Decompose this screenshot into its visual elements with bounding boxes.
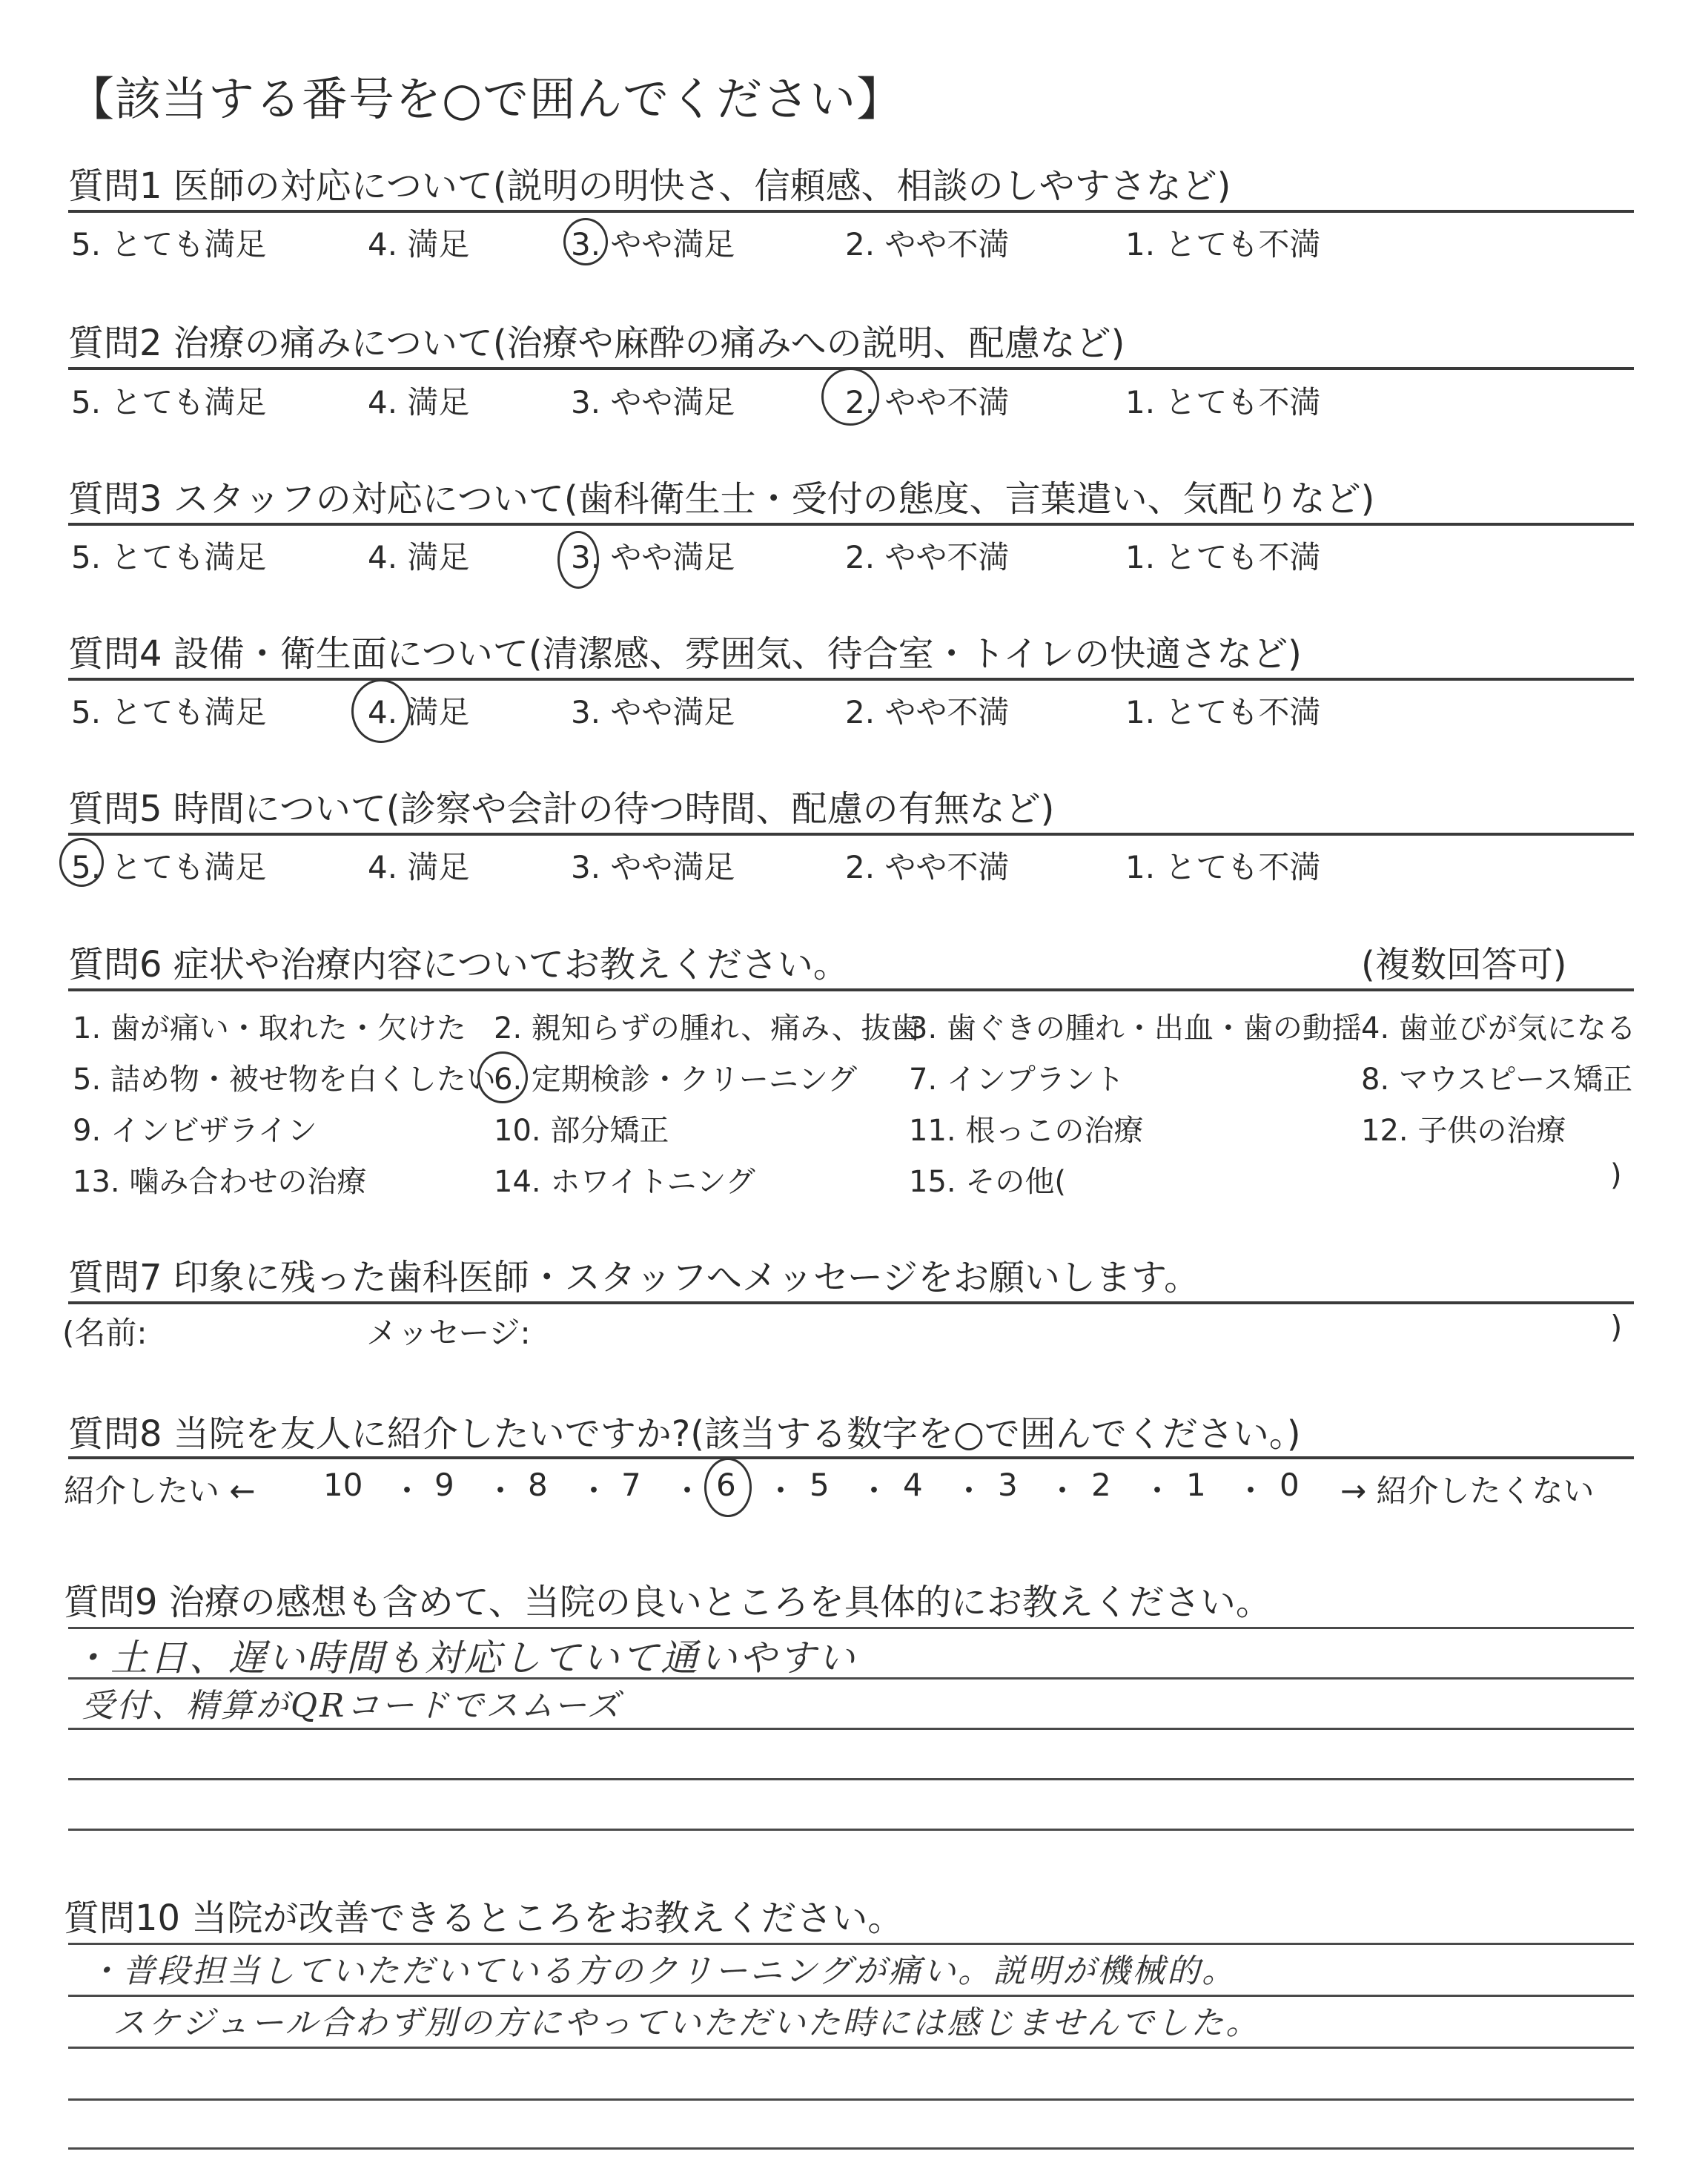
q8-scale-8[interactable]: 8 (528, 1467, 548, 1503)
q1-option-2[interactable]: 2. やや不満 (845, 226, 1010, 262)
q2-option-1[interactable]: 1. とても不満 (1125, 384, 1321, 420)
q8-left-label: 紹介したい ← (64, 1473, 256, 1509)
q10-answer-line (68, 2047, 1634, 2049)
q1-selected-circle (563, 218, 608, 265)
q2-option-3[interactable]: 3. やや満足 (571, 384, 735, 420)
question-3-heading: 質問3 スタッフの対応について(歯科衛生士・受付の態度、言葉遣い、気配りなど) (68, 478, 1375, 520)
q7-message-field[interactable] (556, 1307, 1594, 1344)
q2-option-5[interactable]: 5. とても満足 (71, 384, 267, 420)
q1-option-1[interactable]: 1. とても不満 (1125, 226, 1321, 262)
q4-option-3[interactable]: 3. やや満足 (571, 694, 735, 730)
q8-right-label: → 紹介したくない (1340, 1473, 1595, 1509)
q9-handwritten-answer-2: 受付、精算がQRコードでスムーズ (82, 1687, 622, 1725)
q7-message-label: メッセージ: (366, 1315, 531, 1351)
q8-dot-separator: ・ (578, 1473, 610, 1509)
q10-handwritten-answer-1: ・普段担当していただいている方のクリーニングが痛い。説明が機械的。 (87, 1952, 1237, 1990)
question-10-heading: 質問10 当院が改善できるところをお教えください。 (64, 1898, 904, 1939)
q8-scale-7[interactable]: 7 (621, 1467, 641, 1503)
q10-answer-line (68, 2147, 1634, 2150)
q7-name-label: (名前: (62, 1315, 148, 1351)
q2-selected-circle (821, 368, 879, 426)
q8-dot-separator: ・ (953, 1473, 985, 1509)
q6-option-14[interactable]: 14. ホワイトニング (494, 1165, 755, 1199)
question-4-heading: 質問4 設備・衛生面について(清潔感、雰囲気、待合室・トイレの快適さなど) (68, 633, 1302, 675)
q5-option-5[interactable]: 5. とても満足 (71, 849, 267, 885)
question-9-heading: 質問9 治療の感想も含めて、当院の良いところを具体的にお教えください。 (64, 1582, 1271, 1623)
question-8-heading: 質問8 当院を友人に紹介したいですか?(該当する数字を○で囲んでください。) (68, 1413, 1301, 1455)
page-title: 【該当する番号を○で囲んでください】 (68, 72, 904, 126)
q8-scale-0[interactable]: 0 (1280, 1467, 1300, 1503)
q8-dot-separator: ・ (1047, 1473, 1079, 1509)
q8-dot-separator: ・ (1142, 1473, 1174, 1509)
q8-dot-separator: ・ (391, 1473, 423, 1509)
question-5-heading: 質問5 時間について(診察や会計の待つ時間、配慮の有無など) (68, 788, 1055, 830)
q3-option-4[interactable]: 4. 満足 (368, 539, 470, 575)
q6-option-3[interactable]: 3. 歯ぐきの腫れ・出血・歯の動揺 (909, 1011, 1362, 1046)
q6-option-2[interactable]: 2. 親知らずの腫れ、痛み、抜歯 (494, 1011, 921, 1046)
q5-option-1[interactable]: 1. とても不満 (1125, 849, 1321, 885)
q8-dot-separator: ・ (485, 1473, 517, 1509)
q6-other-close-paren: ) (1610, 1158, 1622, 1192)
q3-option-5[interactable]: 5. とても満足 (71, 539, 267, 575)
q8-scale-2[interactable]: 2 (1091, 1467, 1111, 1503)
q8-selected-circle (704, 1458, 752, 1517)
q1-option-4[interactable]: 4. 満足 (368, 226, 470, 262)
q4-option-2[interactable]: 2. やや不満 (845, 694, 1010, 730)
question-1-heading: 質問1 医師の対応について(説明の明快さ、信頼感、相談のしやすさなど) (68, 165, 1231, 207)
q7-close-paren: ) (1610, 1309, 1623, 1345)
question-2-heading: 質問2 治療の痛みについて(治療や麻酔の痛みへの説明、配慮など) (68, 323, 1125, 364)
q4-option-1[interactable]: 1. とても不満 (1125, 694, 1321, 730)
q6-option-1[interactable]: 1. 歯が痛い・取れた・欠けた (73, 1011, 466, 1046)
q6-option-12[interactable]: 12. 子供の治療 (1361, 1114, 1566, 1148)
q3-option-3[interactable]: 3. やや満足 (571, 539, 735, 575)
q10-answer-line (68, 2098, 1634, 2101)
q10-handwritten-answer-2: スケジュール合わず別の方にやっていただいた時には感じませんでした。 (113, 2004, 1261, 2042)
question-7-heading: 質問7 印象に残った歯科医師・スタッフへメッセージをお願いします。 (68, 1257, 1200, 1298)
q8-scale-3[interactable]: 3 (998, 1467, 1018, 1503)
q5-selected-circle (59, 838, 104, 887)
q3-option-1[interactable]: 1. とても不満 (1125, 539, 1321, 575)
question-6-rule (68, 988, 1634, 991)
q3-selected-circle (557, 531, 599, 589)
q6-option-5[interactable]: 5. 詰め物・被せ物を白くしたい (73, 1063, 496, 1097)
question-1-rule (68, 210, 1634, 213)
question-3-rule (68, 523, 1634, 526)
q5-option-3[interactable]: 3. やや満足 (571, 849, 735, 885)
question-6-note: (複数回答可) (1361, 944, 1567, 985)
q2-option-4[interactable]: 4. 満足 (368, 384, 470, 420)
q8-scale-1[interactable]: 1 (1186, 1467, 1206, 1503)
q8-scale-4[interactable]: 4 (903, 1467, 923, 1503)
q1-option-3[interactable]: 3. やや満足 (571, 226, 735, 262)
q4-option-5[interactable]: 5. とても満足 (71, 694, 267, 730)
q6-option-11[interactable]: 11. 根っこの治療 (909, 1114, 1144, 1148)
q6-option-6[interactable]: 6. 定期検診・クリーニング (494, 1063, 858, 1097)
question-4-rule (68, 678, 1634, 681)
q6-option-15[interactable]: 15. その他( (909, 1165, 1066, 1199)
q8-scale-10[interactable]: 10 (323, 1467, 363, 1503)
q3-option-2[interactable]: 2. やや不満 (845, 539, 1010, 575)
q6-option-8[interactable]: 8. マウスピース矯正 (1361, 1063, 1633, 1097)
q6-option-13[interactable]: 13. 噛み合わせの治療 (73, 1165, 367, 1199)
q6-option-7[interactable]: 7. インプラント (909, 1063, 1125, 1097)
question-6-heading: 質問6 症状や治療内容についてお教えください。 (68, 944, 849, 985)
q4-option-4[interactable]: 4. 満足 (368, 694, 470, 730)
q6-selected-circle (477, 1051, 528, 1103)
q7-name-field[interactable] (193, 1307, 341, 1344)
q8-dot-separator: ・ (765, 1473, 797, 1509)
q9-answer-line (68, 1778, 1634, 1780)
q6-option-10[interactable]: 10. 部分矯正 (494, 1114, 669, 1148)
q9-answer-line (68, 1728, 1634, 1730)
q9-answer-line (68, 1829, 1634, 1831)
q8-dot-separator: ・ (672, 1473, 704, 1509)
q6-option-9[interactable]: 9. インビザライン (73, 1114, 317, 1148)
q5-option-2[interactable]: 2. やや不満 (845, 849, 1010, 885)
q8-scale-5[interactable]: 5 (810, 1467, 830, 1503)
question-8-rule (68, 1456, 1634, 1459)
q6-option-4[interactable]: 4. 歯並びが気になる (1361, 1011, 1636, 1046)
q8-scale-6[interactable]: 6 (716, 1467, 736, 1503)
question-5-rule (68, 833, 1634, 836)
q5-option-4[interactable]: 4. 満足 (368, 849, 470, 885)
q9-handwritten-answer-1: ・土日、遅い時間も対応していて通いやすい (71, 1636, 857, 1680)
q2-option-2[interactable]: 2. やや不満 (845, 384, 1010, 420)
q8-dot-separator: ・ (1235, 1473, 1267, 1509)
q1-option-5[interactable]: 5. とても満足 (71, 226, 267, 262)
q8-dot-separator: ・ (858, 1473, 890, 1509)
q8-scale-9[interactable]: 9 (434, 1467, 454, 1503)
question-7-rule (68, 1301, 1634, 1304)
q4-selected-circle (351, 679, 411, 743)
